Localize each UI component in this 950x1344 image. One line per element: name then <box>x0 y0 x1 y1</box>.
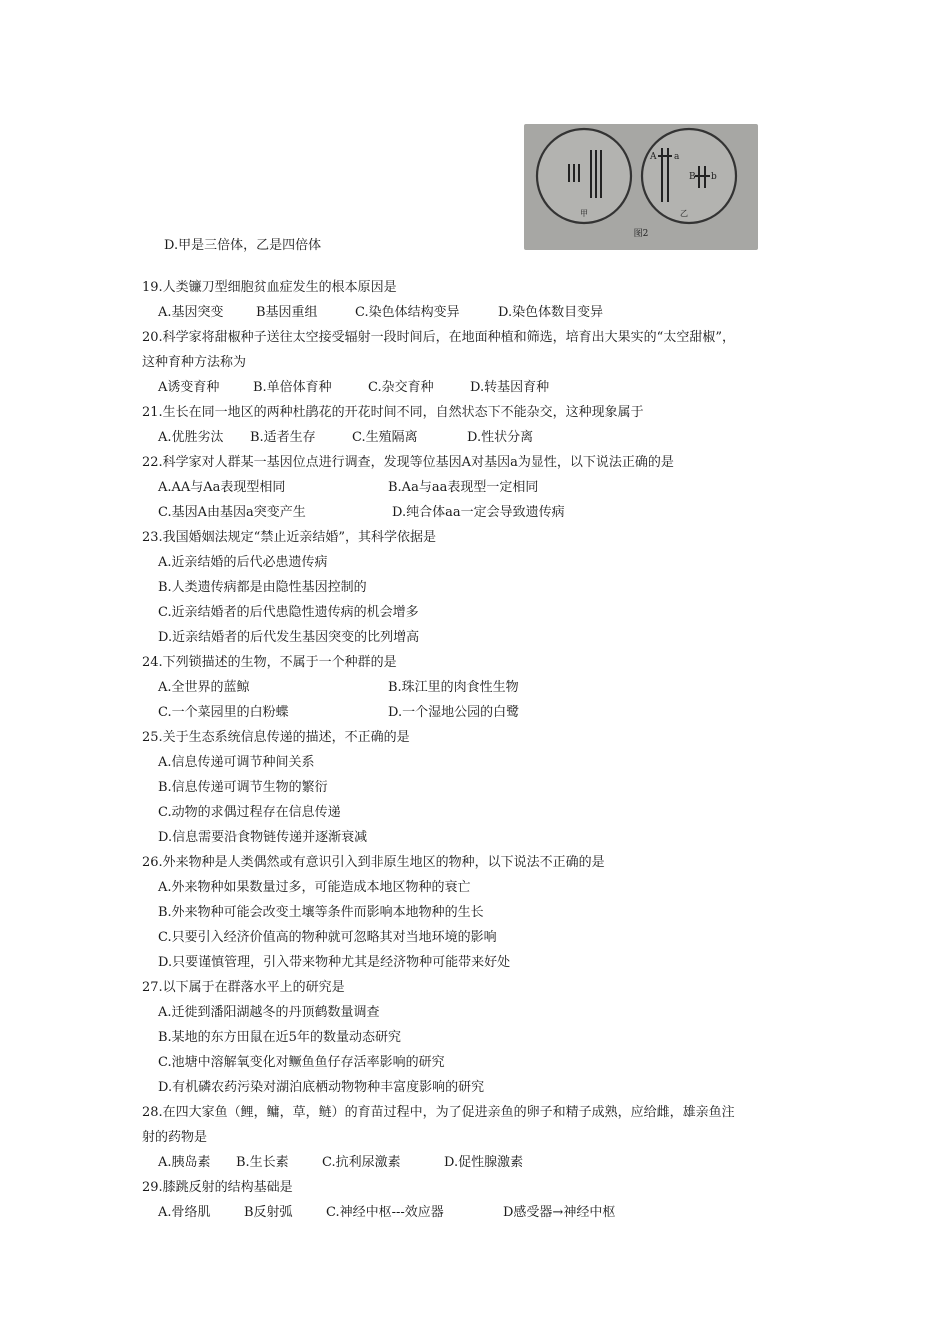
q25-option-a: A.信息传递可调节种间关系 <box>158 755 315 770</box>
q24-option-b: B.珠江里的肉食性生物 <box>388 680 519 695</box>
q29-option-c: C.神经中枢---效应器 <box>326 1205 444 1220</box>
q25-option-b: B.信息传递可调节生物的繁衍 <box>158 780 328 795</box>
q25-stem: 25.关于生态系统信息传递的描述，不正确的是 <box>142 730 410 745</box>
q26-option-b: B.外来物种可能会改变土壤等条件而影响本地物种的生长 <box>158 905 484 920</box>
q27-stem: 27.以下属于在群落水平上的研究是 <box>142 980 345 995</box>
q20-option-b: B.单倍体育种 <box>253 380 332 395</box>
q27-option-c: C.池塘中溶解氧变化对鳜鱼鱼仔存活率影响的研究 <box>158 1055 445 1070</box>
q21-option-b: B.适者生存 <box>250 430 316 445</box>
gene-B-label: B <box>689 172 696 182</box>
q23-stem: 23.我国婚姻法规定“禁止近亲结婚”，其科学依据是 <box>142 530 436 545</box>
q26-stem: 26.外来物种是人类偶然或有意识引入到非原生地区的物种，以下说法不正确的是 <box>142 855 605 870</box>
q28-option-b: B.生长素 <box>236 1155 289 1170</box>
q23-option-d: D.近亲结婚者的后代发生基因突变的比列增高 <box>158 630 420 645</box>
q23-option-c: C.近亲结婚者的后代患隐性遗传病的机会增多 <box>158 605 419 620</box>
q25-option-d: D.信息需要沿食物链传递并逐渐衰减 <box>158 830 368 845</box>
q21-stem: 21.生长在同一地区的两种杜鹃花的开花时间不同，自然状态下不能杂交，这种现象属于 <box>142 405 644 420</box>
q23-option-a: A.近亲结婚的后代必患遗传病 <box>158 555 328 570</box>
q18-option-d: D.甲是三倍体，乙是四倍体 <box>164 238 322 253</box>
q20-stem-line1: 20.科学家将甜椒种子送往太空接受辐射一段时间后，在地面种植和筛选，培育出大果实的“太空甜椒”， <box>142 330 735 345</box>
q22-option-d: D.纯合体aa一定会导致遗传病 <box>392 505 565 520</box>
q19-option-a: A.基因突变 <box>158 305 224 320</box>
gene-b-label: b <box>711 172 717 182</box>
cell-jia-label: 甲 <box>580 209 588 218</box>
q19-option-d: D.染色体数目变异 <box>498 305 604 320</box>
q22-option-c: C.基因A由基因a突变产生 <box>158 505 306 520</box>
q27-option-a: A.迁徙到潘阳湖越冬的丹顶鹤数量调查 <box>158 1005 380 1020</box>
q19-stem: 19.人类镰刀型细胞贫血症发生的根本原因是 <box>142 280 397 295</box>
q26-option-d: D.只要谨慎管理，引入带来物种尤其是经济物种可能带来好处 <box>158 955 511 970</box>
q23-option-b: B.人类遗传病都是由隐性基因控制的 <box>158 580 367 595</box>
q27-option-b: B.某地的东方田鼠在近5年的数量动态研究 <box>158 1030 401 1045</box>
q21-option-a: A.优胜劣汰 <box>158 430 224 445</box>
q28-stem-line2: 射的药物是 <box>142 1130 208 1145</box>
q28-stem-line1: 28.在四大家鱼（鲤，鳙，草，鲢）的育苗过程中，为了促进亲鱼的卵子和精子成熟，应给雌，雄亲鱼注 <box>142 1105 735 1120</box>
q22-stem: 22.科学家对人群某一基因位点进行调查，发现等位基因A对基因a为显性，以下说法正确的是 <box>142 455 674 470</box>
q20-option-d: D.转基因育种 <box>470 380 550 395</box>
q20-option-a: A诱变育种 <box>158 380 220 395</box>
q21-option-c: C.生殖隔离 <box>352 430 418 445</box>
q24-option-c: C.一个菜园里的白粉蝶 <box>158 705 289 720</box>
q29-option-d: D感受器→神经中枢 <box>503 1205 616 1220</box>
gene-A-label: A <box>650 152 657 162</box>
q27-option-d: D.有机磷农药污染对湖泊底栖动物物种丰富度影响的研究 <box>158 1080 485 1095</box>
q19-option-c: C.染色体结构变异 <box>355 305 460 320</box>
chromosome-diagram <box>524 124 758 250</box>
q26-option-c: C.只要引入经济价值高的物种就可忽略其对当地环境的影响 <box>158 930 497 945</box>
gene-a-label: a <box>674 152 680 162</box>
q22-option-b: B.Aa与aa表现型一定相同 <box>388 480 539 495</box>
q21-option-d: D.性状分离 <box>467 430 534 445</box>
q20-option-c: C.杂交育种 <box>368 380 434 395</box>
cell-yi-label: 乙 <box>680 209 688 218</box>
q24-option-d: D.一个湿地公园的白鹭 <box>388 705 520 720</box>
figure-2-photo <box>524 124 758 250</box>
q29-stem: 29.膝跳反射的结构基础是 <box>142 1180 293 1195</box>
q29-option-b: B反射弧 <box>244 1205 293 1220</box>
q24-stem: 24.下列锁描述的生物，不属于一个种群的是 <box>142 655 397 670</box>
figure-caption: 图2 <box>633 229 649 239</box>
q24-option-a: A.全世界的蓝鲸 <box>158 680 250 695</box>
q28-option-d: D.促性腺激素 <box>444 1155 524 1170</box>
q28-option-c: C.抗利尿激素 <box>322 1155 401 1170</box>
q19-option-b: B基因重组 <box>256 305 318 320</box>
q22-option-a: A.AA与Aa表现型相同 <box>158 480 286 495</box>
q28-option-a: A.胰岛素 <box>158 1155 211 1170</box>
q20-stem-line2: 这种育种方法称为 <box>142 355 247 370</box>
q26-option-a: A.外来物种如果数量过多，可能造成本地区物种的衰亡 <box>158 880 471 895</box>
q25-option-c: C.动物的求偶过程存在信息传递 <box>158 805 341 820</box>
q29-option-a: A.骨络肌 <box>158 1205 211 1220</box>
